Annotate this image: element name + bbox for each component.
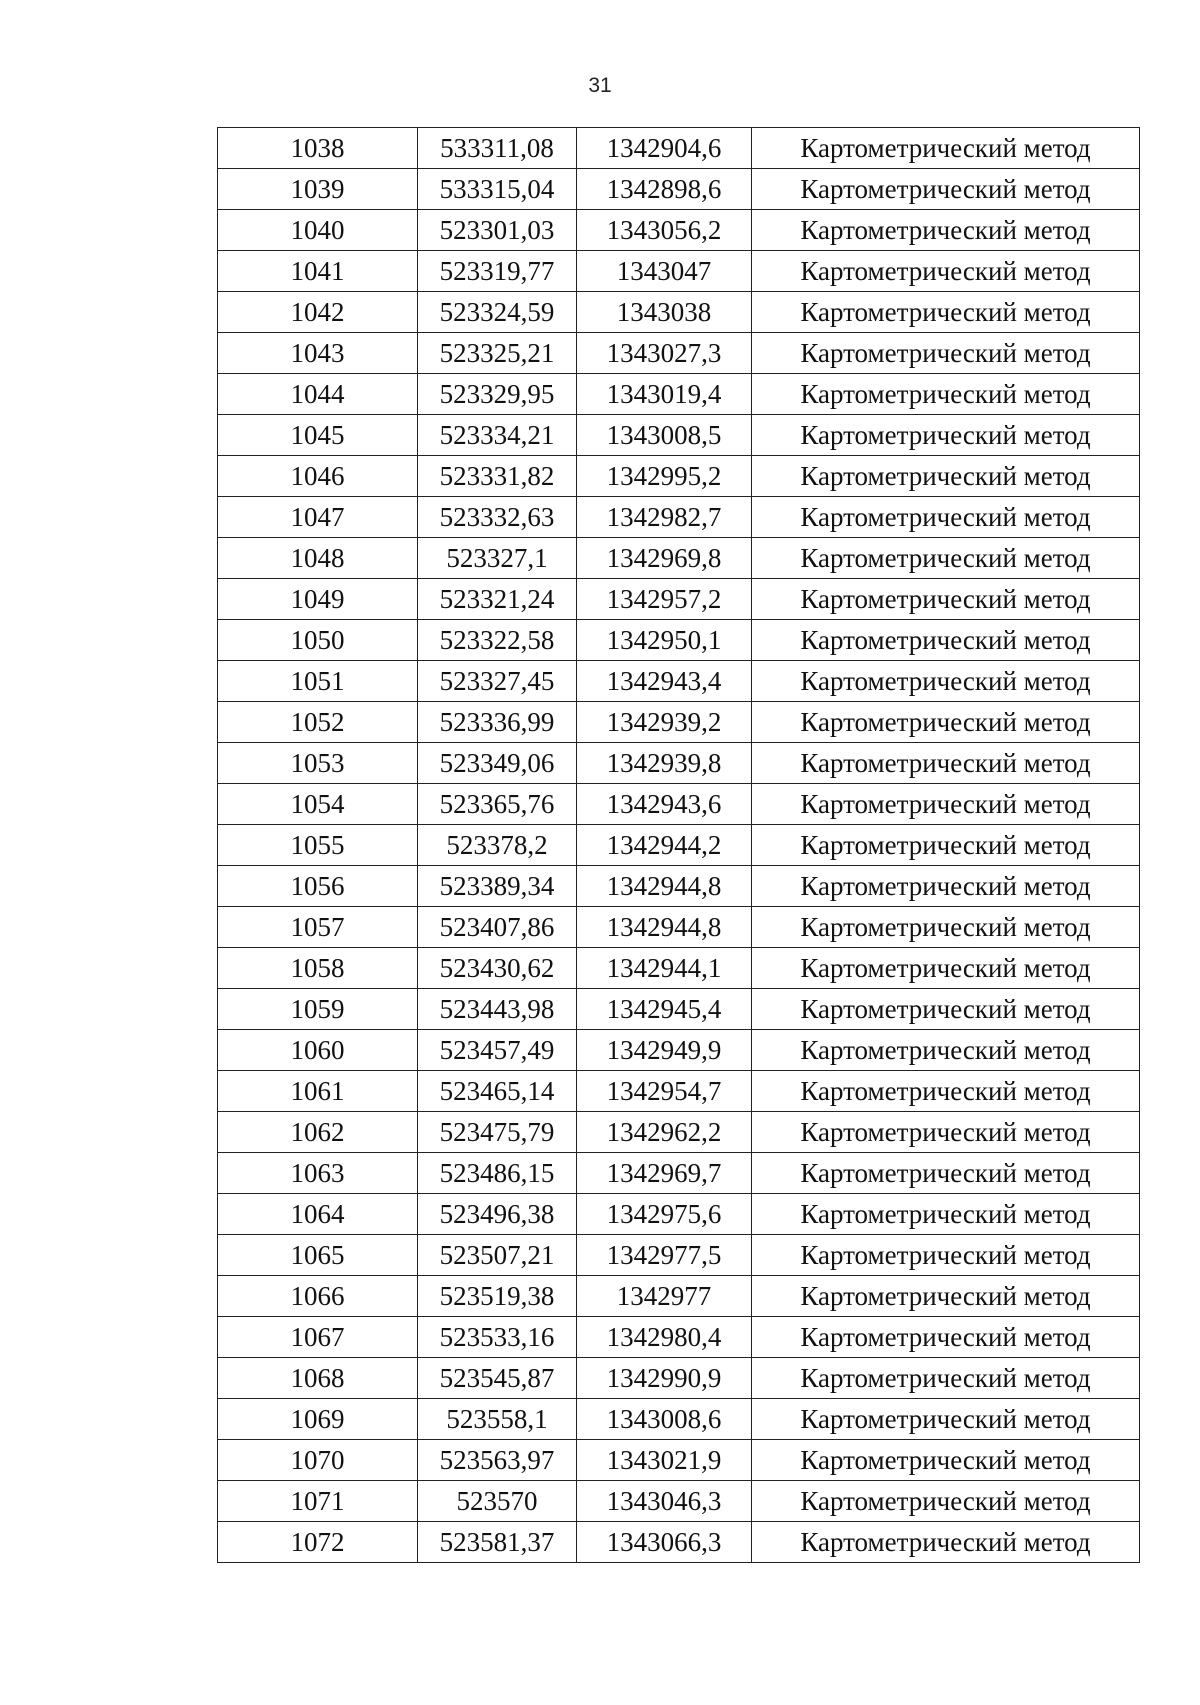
y-coordinate-cell: 1342975,6 (577, 1194, 752, 1235)
table-row (218, 1235, 1140, 1276)
method-cell: Картометрический метод (752, 169, 1140, 210)
table-row (218, 1071, 1140, 1112)
method-cell: Картометрический метод (752, 661, 1140, 702)
y-coordinate-cell: 1342982,7 (577, 497, 752, 538)
x-coordinate-cell: 523407,86 (418, 907, 577, 948)
point-number-cell: 1068 (218, 1358, 418, 1399)
x-coordinate-cell: 523319,77 (418, 251, 577, 292)
point-number-cell: 1038 (218, 128, 418, 169)
table-row (218, 866, 1140, 907)
point-number-cell: 1059 (218, 989, 418, 1030)
x-coordinate-cell: 523365,76 (418, 784, 577, 825)
x-coordinate-cell: 523325,21 (418, 333, 577, 374)
table-row (218, 1399, 1140, 1440)
y-coordinate-cell: 1343046,3 (577, 1481, 752, 1522)
x-coordinate-cell: 523558,1 (418, 1399, 577, 1440)
x-coordinate-cell: 523329,95 (418, 374, 577, 415)
y-coordinate-cell: 1342939,8 (577, 743, 752, 784)
y-coordinate-cell: 1342904,6 (577, 128, 752, 169)
method-cell: Картометрический метод (752, 1522, 1140, 1563)
method-cell: Картометрический метод (752, 251, 1140, 292)
x-coordinate-cell: 523378,2 (418, 825, 577, 866)
x-coordinate-cell: 523475,79 (418, 1112, 577, 1153)
table-row (218, 825, 1140, 866)
method-cell: Картометрический метод (752, 210, 1140, 251)
y-coordinate-cell: 1342949,9 (577, 1030, 752, 1071)
table-row (218, 1030, 1140, 1071)
table-row (218, 1317, 1140, 1358)
y-coordinate-cell: 1342954,7 (577, 1071, 752, 1112)
method-cell: Картометрический метод (752, 989, 1140, 1030)
x-coordinate-cell: 523322,58 (418, 620, 577, 661)
method-cell: Картометрический метод (752, 620, 1140, 661)
point-number-cell: 1041 (218, 251, 418, 292)
y-coordinate-cell: 1342898,6 (577, 169, 752, 210)
y-coordinate-cell: 1342990,9 (577, 1358, 752, 1399)
method-cell: Картометрический метод (752, 1030, 1140, 1071)
table-row (218, 415, 1140, 456)
x-coordinate-cell: 523331,82 (418, 456, 577, 497)
x-coordinate-cell: 523327,45 (418, 661, 577, 702)
point-number-cell: 1060 (218, 1030, 418, 1071)
point-number-cell: 1054 (218, 784, 418, 825)
y-coordinate-cell: 1342980,4 (577, 1317, 752, 1358)
table-row (218, 497, 1140, 538)
y-coordinate-cell: 1343019,4 (577, 374, 752, 415)
y-coordinate-cell: 1342944,8 (577, 866, 752, 907)
x-coordinate-cell: 523533,16 (418, 1317, 577, 1358)
point-number-cell: 1044 (218, 374, 418, 415)
y-coordinate-cell: 1342957,2 (577, 579, 752, 620)
x-coordinate-cell: 523496,38 (418, 1194, 577, 1235)
point-number-cell: 1052 (218, 702, 418, 743)
table-row (218, 1440, 1140, 1481)
table-row (218, 784, 1140, 825)
method-cell: Картометрический метод (752, 128, 1140, 169)
y-coordinate-cell: 1342943,4 (577, 661, 752, 702)
method-cell: Картометрический метод (752, 1358, 1140, 1399)
point-number-cell: 1063 (218, 1153, 418, 1194)
method-cell: Картометрический метод (752, 1112, 1140, 1153)
point-number-cell: 1065 (218, 1235, 418, 1276)
table-row (218, 1194, 1140, 1235)
table-row (218, 374, 1140, 415)
method-cell: Картометрический метод (752, 702, 1140, 743)
y-coordinate-cell: 1343056,2 (577, 210, 752, 251)
table-row (218, 907, 1140, 948)
table-row (218, 948, 1140, 989)
point-number-cell: 1069 (218, 1399, 418, 1440)
table-row (218, 661, 1140, 702)
method-cell: Картометрический метод (752, 1399, 1140, 1440)
method-cell: Картометрический метод (752, 497, 1140, 538)
x-coordinate-cell: 523349,06 (418, 743, 577, 784)
y-coordinate-cell: 1342944,2 (577, 825, 752, 866)
point-number-cell: 1049 (218, 579, 418, 620)
x-coordinate-cell: 523430,62 (418, 948, 577, 989)
method-cell: Картометрический метод (752, 415, 1140, 456)
coordinates-table (217, 127, 1140, 1563)
y-coordinate-cell: 1343066,3 (577, 1522, 752, 1563)
table-row (218, 743, 1140, 784)
y-coordinate-cell: 1343047 (577, 251, 752, 292)
x-coordinate-cell: 533311,08 (418, 128, 577, 169)
x-coordinate-cell: 523507,21 (418, 1235, 577, 1276)
y-coordinate-cell: 1342944,8 (577, 907, 752, 948)
method-cell: Картометрический метод (752, 579, 1140, 620)
point-number-cell: 1053 (218, 743, 418, 784)
table-row (218, 538, 1140, 579)
table-row (218, 292, 1140, 333)
y-coordinate-cell: 1342962,2 (577, 1112, 752, 1153)
y-coordinate-cell: 1342969,8 (577, 538, 752, 579)
point-number-cell: 1055 (218, 825, 418, 866)
point-number-cell: 1071 (218, 1481, 418, 1522)
x-coordinate-cell: 523519,38 (418, 1276, 577, 1317)
method-cell: Картометрический метод (752, 333, 1140, 374)
x-coordinate-cell: 523389,34 (418, 866, 577, 907)
method-cell: Картометрический метод (752, 825, 1140, 866)
y-coordinate-cell: 1343021,9 (577, 1440, 752, 1481)
y-coordinate-cell: 1342944,1 (577, 948, 752, 989)
y-coordinate-cell: 1342969,7 (577, 1153, 752, 1194)
table-row (218, 1358, 1140, 1399)
x-coordinate-cell: 523465,14 (418, 1071, 577, 1112)
point-number-cell: 1045 (218, 415, 418, 456)
point-number-cell: 1043 (218, 333, 418, 374)
point-number-cell: 1056 (218, 866, 418, 907)
y-coordinate-cell: 1343027,3 (577, 333, 752, 374)
x-coordinate-cell: 523443,98 (418, 989, 577, 1030)
y-coordinate-cell: 1342977,5 (577, 1235, 752, 1276)
table-row (218, 1112, 1140, 1153)
point-number-cell: 1039 (218, 169, 418, 210)
point-number-cell: 1062 (218, 1112, 418, 1153)
method-cell: Картометрический метод (752, 292, 1140, 333)
point-number-cell: 1067 (218, 1317, 418, 1358)
method-cell: Картометрический метод (752, 374, 1140, 415)
x-coordinate-cell: 523570 (418, 1481, 577, 1522)
table-row (218, 456, 1140, 497)
table-row (218, 1276, 1140, 1317)
x-coordinate-cell: 523321,24 (418, 579, 577, 620)
point-number-cell: 1050 (218, 620, 418, 661)
table-row (218, 702, 1140, 743)
point-number-cell: 1051 (218, 661, 418, 702)
point-number-cell: 1070 (218, 1440, 418, 1481)
y-coordinate-cell: 1343008,6 (577, 1399, 752, 1440)
method-cell: Картометрический метод (752, 1276, 1140, 1317)
table-row (218, 128, 1140, 169)
method-cell: Картометрический метод (752, 1317, 1140, 1358)
x-coordinate-cell: 523486,15 (418, 1153, 577, 1194)
method-cell: Картометрический метод (752, 456, 1140, 497)
method-cell: Картометрический метод (752, 743, 1140, 784)
method-cell: Картометрический метод (752, 1194, 1140, 1235)
method-cell: Картометрический метод (752, 866, 1140, 907)
method-cell: Картометрический метод (752, 1071, 1140, 1112)
x-coordinate-cell: 523332,63 (418, 497, 577, 538)
point-number-cell: 1064 (218, 1194, 418, 1235)
x-coordinate-cell: 523563,97 (418, 1440, 577, 1481)
method-cell: Картометрический метод (752, 1440, 1140, 1481)
x-coordinate-cell: 523334,21 (418, 415, 577, 456)
point-number-cell: 1058 (218, 948, 418, 989)
y-coordinate-cell: 1342977 (577, 1276, 752, 1317)
table-row (218, 579, 1140, 620)
method-cell: Картометрический метод (752, 907, 1140, 948)
x-coordinate-cell: 523327,1 (418, 538, 577, 579)
x-coordinate-cell: 523301,03 (418, 210, 577, 251)
point-number-cell: 1046 (218, 456, 418, 497)
table-row (218, 251, 1140, 292)
table-row (218, 1153, 1140, 1194)
point-number-cell: 1057 (218, 907, 418, 948)
y-coordinate-cell: 1343038 (577, 292, 752, 333)
x-coordinate-cell: 523457,49 (418, 1030, 577, 1071)
y-coordinate-cell: 1342939,2 (577, 702, 752, 743)
table-row (218, 1522, 1140, 1563)
table-row (218, 333, 1140, 374)
method-cell: Картометрический метод (752, 784, 1140, 825)
point-number-cell: 1048 (218, 538, 418, 579)
y-coordinate-cell: 1342995,2 (577, 456, 752, 497)
table-row (218, 210, 1140, 251)
method-cell: Картометрический метод (752, 948, 1140, 989)
method-cell: Картометрический метод (752, 1235, 1140, 1276)
method-cell: Картометрический метод (752, 1153, 1140, 1194)
x-coordinate-cell: 533315,04 (418, 169, 577, 210)
y-coordinate-cell: 1342943,6 (577, 784, 752, 825)
y-coordinate-cell: 1343008,5 (577, 415, 752, 456)
y-coordinate-cell: 1342950,1 (577, 620, 752, 661)
x-coordinate-cell: 523581,37 (418, 1522, 577, 1563)
table-row (218, 169, 1140, 210)
method-cell: Картометрический метод (752, 1481, 1140, 1522)
page-number: 31 (588, 74, 612, 97)
point-number-cell: 1047 (218, 497, 418, 538)
point-number-cell: 1072 (218, 1522, 418, 1563)
y-coordinate-cell: 1342945,4 (577, 989, 752, 1030)
table-row (218, 989, 1140, 1030)
table-row (218, 620, 1140, 661)
point-number-cell: 1061 (218, 1071, 418, 1112)
x-coordinate-cell: 523336,99 (418, 702, 577, 743)
point-number-cell: 1040 (218, 210, 418, 251)
table-row (218, 1481, 1140, 1522)
x-coordinate-cell: 523545,87 (418, 1358, 577, 1399)
point-number-cell: 1066 (218, 1276, 418, 1317)
method-cell: Картометрический метод (752, 538, 1140, 579)
point-number-cell: 1042 (218, 292, 418, 333)
x-coordinate-cell: 523324,59 (418, 292, 577, 333)
table-body (218, 128, 1140, 1563)
